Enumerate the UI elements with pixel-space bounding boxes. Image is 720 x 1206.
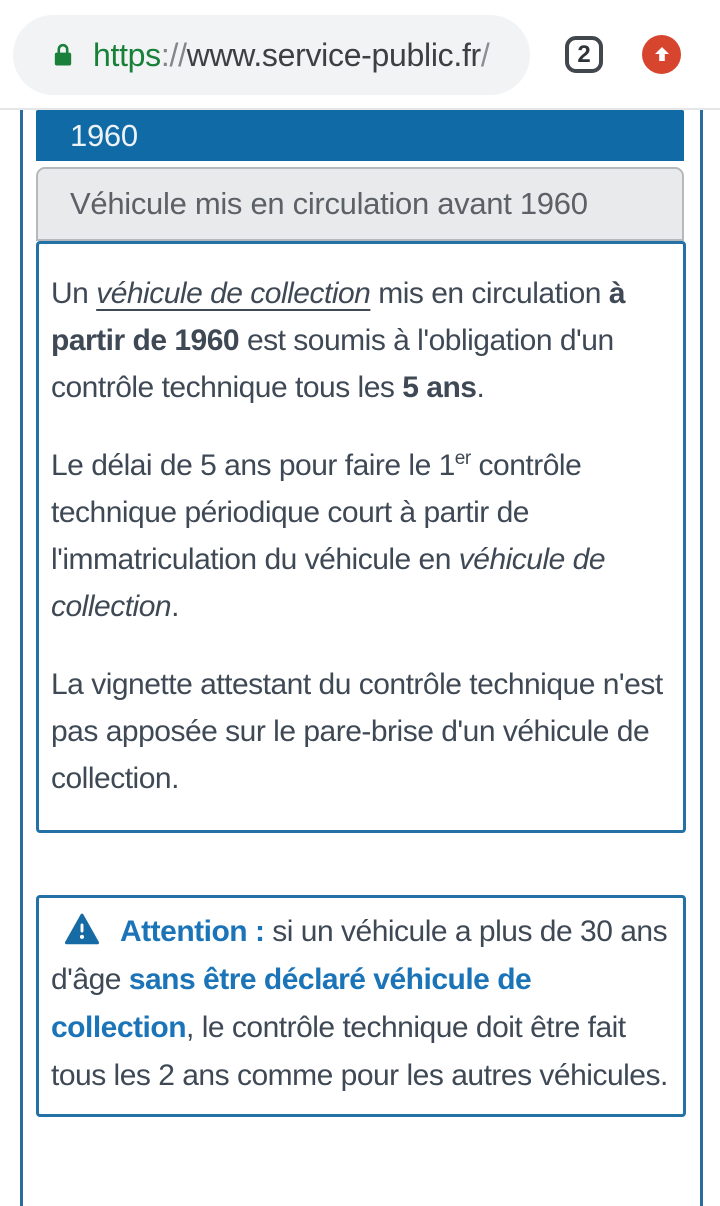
tab-avant-1960[interactable] <box>36 167 684 241</box>
url-scheme: https <box>93 36 161 73</box>
tab-apres-1960-active[interactable] <box>36 110 684 161</box>
url-host: www.service-public.fr <box>186 36 481 73</box>
ordinal-superscript: er <box>454 448 471 469</box>
tab-switcher-button[interactable] <box>565 36 603 73</box>
browser-toolbar <box>0 0 720 110</box>
tab-count-label: 2 <box>577 40 591 68</box>
page-left-border <box>20 110 23 1206</box>
up-arrow-icon <box>650 43 674 67</box>
attention-label: Attention : <box>120 915 265 948</box>
attention-box <box>36 895 686 1117</box>
content-box <box>36 241 686 833</box>
paragraph-obligation: Un véhicule de collection mis en circulation à partir de 1960 est soumis à l'obligation d'un contrôle technique tous les 5 ans. <box>51 277 625 404</box>
url-clipped-path: / <box>480 36 490 73</box>
paragraph-vignette: La vignette attestant du contrôle technique n'est pas apposée sur le pare-brise d'un véhicule de collection. <box>51 668 663 795</box>
attention-paragraph: Attention : si un véhicule a plus de 30 ans d'âge sans être déclaré véhicule de collection, le contrôle technique doit être fait tous les 2 ans comme pour les autres véhicules. <box>51 908 671 1100</box>
glossary-link-vehicule-de-collection[interactable]: véhicule de collection <box>96 277 371 310</box>
webpage-viewport <box>0 110 720 1206</box>
warning-triangle-icon <box>64 912 100 944</box>
lock-icon[interactable] <box>49 39 77 71</box>
paragraph-delai: Le délai de 5 ans pour faire le 1er contrôle technique périodique court à partir de l'immatriculation du véhicule en véhicule de collection. <box>51 448 606 623</box>
page-right-border <box>700 110 703 1206</box>
url-separator: :// <box>160 36 187 73</box>
address-bar[interactable] <box>13 15 530 95</box>
tab-inactive-label: Véhicule mis en circulation avant 1960 <box>70 186 588 221</box>
browser-update-button[interactable] <box>642 35 681 74</box>
tab-active-label: 1960 <box>70 117 138 153</box>
